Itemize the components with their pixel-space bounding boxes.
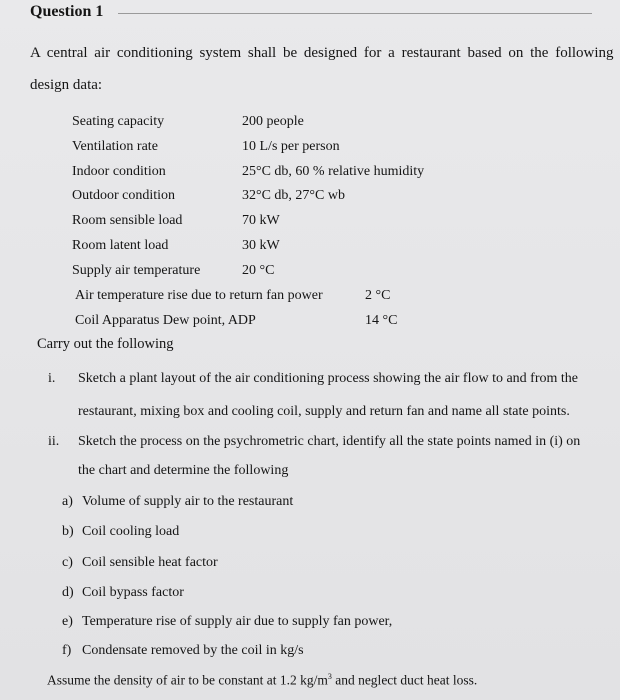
spec-value: 32°C db, 27°C wb <box>242 188 345 203</box>
item-letter: b) <box>62 524 74 539</box>
item-letter: f) <box>62 643 72 658</box>
list-item <box>62 494 293 510</box>
spec-label: Outdoor condition <box>72 188 176 203</box>
assumption-text: Assume the density of air to be constant at 1.2 kg/m <box>47 672 328 688</box>
spec-row-sensible-load <box>0 213 620 233</box>
subquestion-i-line-2: restaurant, mixing box and cooling coil, supply and return fan and name all state points. <box>78 404 570 419</box>
spec-value: 25°C db, 60 % relative humidity <box>242 164 425 179</box>
spec-label: Ventilation rate <box>72 139 158 154</box>
spec-value: 70 kW <box>242 213 280 228</box>
spec-label: Indoor condition <box>72 164 166 179</box>
item-text: Volume of supply air to the restaurant <box>82 494 294 509</box>
spec-value: 30 kW <box>242 238 280 253</box>
spec-label: Room latent load <box>72 238 169 253</box>
assumption-text-end: and neglect duct heat loss. <box>331 672 478 688</box>
subquestion-i-line-1 <box>48 371 608 391</box>
item-text: Coil cooling load <box>82 524 180 539</box>
spec-value: 200 people <box>242 114 304 129</box>
spec-row-ventilation <box>0 139 620 159</box>
subquestion-number: ii. <box>48 434 60 449</box>
spec-row-adp <box>0 313 620 333</box>
item-text: Condensate removed by the coil in kg/s <box>82 643 304 658</box>
item-letter: c) <box>62 555 73 570</box>
spec-row-return-fan-rise <box>0 288 620 308</box>
assumption-note <box>47 672 477 689</box>
list-item <box>62 614 392 630</box>
subquestion-text: Sketch the process on the psychrometric chart, identify all the state points named in (i) on <box>78 434 581 449</box>
spec-label: Supply air temperature <box>72 263 201 278</box>
item-letter: d) <box>62 585 74 600</box>
spec-row-indoor <box>0 164 620 184</box>
carry-out-heading: Carry out the following <box>37 336 174 352</box>
spec-value: 10 L/s per person <box>242 139 340 154</box>
subquestion-text: Sketch a plant layout of the air conditioning process showing the air flow to and from the <box>78 371 578 386</box>
item-letter: a) <box>62 494 73 509</box>
list-item <box>62 524 179 540</box>
spec-row-supply-temp <box>0 263 620 283</box>
item-letter: e) <box>62 614 73 629</box>
intro-line-2: design data: <box>30 77 103 93</box>
spec-value: 14 °C <box>365 313 398 328</box>
item-text: Temperature rise of supply air due to supply fan power, <box>82 614 393 629</box>
spec-label: Air temperature rise due to return fan power <box>75 288 323 303</box>
list-item <box>62 643 304 659</box>
spec-row-latent-load <box>0 238 620 258</box>
question-title: Question 1 <box>30 3 104 20</box>
subquestion-ii-line-1 <box>48 434 608 454</box>
list-item <box>62 555 218 571</box>
spec-row-outdoor <box>0 188 620 208</box>
top-rule <box>118 13 592 14</box>
spec-label: Seating capacity <box>72 114 165 129</box>
spec-label: Room sensible load <box>72 213 183 228</box>
intro-line-1: A central air conditioning system shall be designed for a restaurant based on the following <box>30 45 614 61</box>
subquestion-ii-line-2: the chart and determine the following <box>78 463 289 478</box>
assumption-superscript: 3 <box>327 672 332 681</box>
list-item <box>62 585 184 601</box>
item-text: Coil sensible heat factor <box>82 555 218 570</box>
subquestion-number: i. <box>48 371 56 386</box>
spec-value: 20 °C <box>242 263 275 278</box>
spec-label: Coil Apparatus Dew point, ADP <box>75 313 256 328</box>
item-text: Coil bypass factor <box>82 585 184 600</box>
spec-row-seating <box>0 114 620 134</box>
spec-value: 2 °C <box>365 288 391 303</box>
